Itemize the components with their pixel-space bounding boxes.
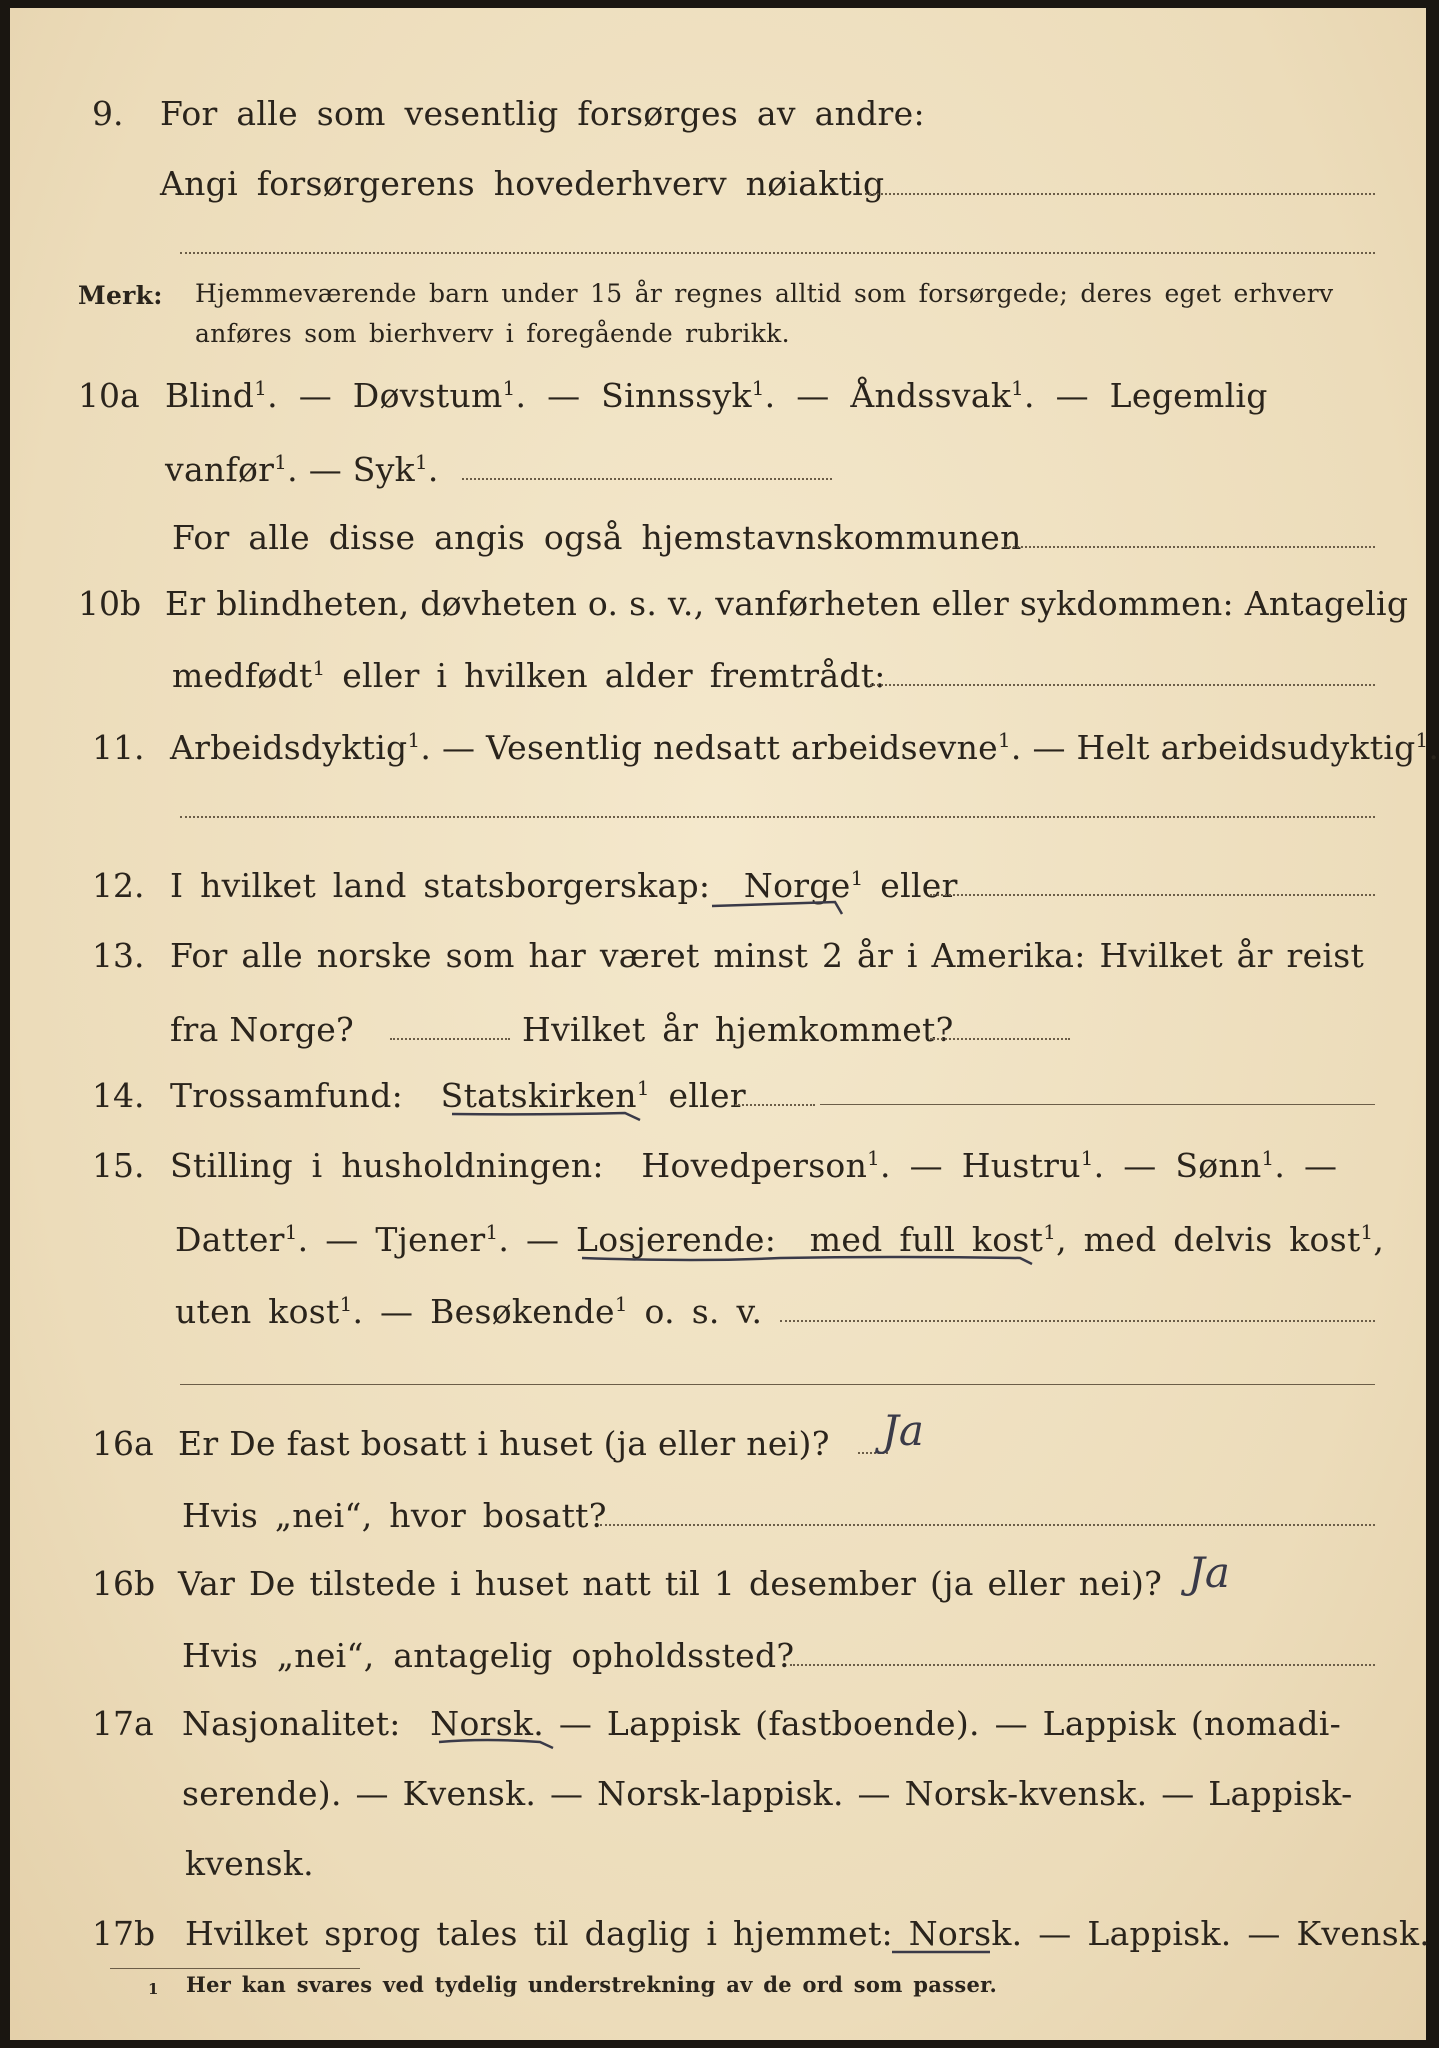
q11-number: 11. xyxy=(92,728,145,767)
q15-handwritten-underline xyxy=(580,1228,1050,1268)
q9-fill-line-2 xyxy=(180,252,1375,254)
merk-label: Merk: xyxy=(78,281,163,310)
q17a-line2: serende). — Kvensk. — Norsk-lappisk. — Norsk-kvensk. — Lappisk- xyxy=(182,1774,1353,1813)
q17b-line: Hvilket sprog tales til daglig i hjemmet: Norsk. — Lappisk. — Kvensk. xyxy=(185,1914,1431,1953)
q14-number: 14. xyxy=(92,1076,145,1115)
q10b-number: 10b xyxy=(78,584,142,623)
q10a-fill-line xyxy=(462,478,832,480)
q11-line: Arbeidsdyktig$^1$. — Vesentlig nedsatt arbeidsevne$^1$. — Helt arbeidsudyktig$^1$. xyxy=(170,728,1439,767)
q9-line2: Angi forsørgerens hovederhverv nøiaktig xyxy=(160,164,885,203)
q14-line: Trossamfund: Statskirken$^1$ eller xyxy=(170,1076,746,1115)
q13-line2a: fra Norge? xyxy=(170,1010,355,1049)
q16a-number: 16a xyxy=(92,1424,154,1463)
q10a-line2: vanfør$^1$. — Syk$^1$. xyxy=(165,450,439,489)
q15-fill-line-2 xyxy=(180,1384,1375,1385)
q16b-line2: Hvis „nei“, antagelig opholdssted? xyxy=(182,1636,795,1675)
q16a-line2: Hvis „nei“, hvor bosatt? xyxy=(182,1496,607,1535)
q12-handwritten-underline xyxy=(710,874,870,914)
q15-number: 15. xyxy=(92,1146,145,1185)
q9-number: 9. xyxy=(92,94,124,133)
q15-line1: Stilling i husholdningen: Hovedperson$^1$. — Hustru$^1$. — Sønn$^1$. — xyxy=(170,1146,1338,1185)
q10a-line3: For alle disse angis også hjemstavnskommunen xyxy=(172,518,1022,557)
q13-fill-line-2 xyxy=(930,1038,1070,1040)
q10b-line1: Er blindheten, døvheten o. s. v., vanførheten eller sykdommen: Antagelig xyxy=(165,584,1409,623)
q13-line2b: Hvilket år hjemkommet? xyxy=(522,1010,954,1049)
q15-line2: Datter$^1$. — Tjener$^1$. — Losjerende: med full kost$^1$, med delvis kost$^1$, xyxy=(175,1220,1385,1259)
q10b-line2: medfødt$^1$ eller i hvilken alder fremtrådt: xyxy=(172,656,886,695)
q14-fill-line-2 xyxy=(820,1104,1375,1105)
census-form-page xyxy=(10,8,1439,2040)
q17a-number: 17a xyxy=(92,1704,154,1743)
q15-line3: uten kost$^1$. — Besøkende$^1$ o. s. v. xyxy=(175,1292,763,1331)
merk-line1: Hjemmeværende barn under 15 år regnes alltid som forsørgede; deres eget erhverv xyxy=(195,279,1334,308)
footnote-rule xyxy=(110,1968,360,1969)
q11-fill-line xyxy=(180,816,1375,818)
q10a-number: 10a xyxy=(78,376,140,415)
q17a-line3: kvensk. xyxy=(185,1844,314,1883)
q17b-handwritten-underline xyxy=(890,1922,1020,1962)
q12-fill-line xyxy=(930,894,1375,896)
q12-number: 12. xyxy=(92,866,145,905)
q10b-fill-line xyxy=(870,684,1375,686)
q17a-line1: Nasjonalitet: Norsk. — Lappisk (fastboende). — Lappisk (nomadi- xyxy=(182,1704,1342,1743)
footnote-marker: 1 xyxy=(148,1980,159,1998)
q10a-fill-line-2 xyxy=(1005,546,1375,548)
q16b-handwritten-answer: Ja xyxy=(1188,1548,1230,1597)
q10a-line1: Blind$^1$. — Døvstum$^1$. — Sinnssyk$^1$. — Åndssvak$^1$. — Legemlig xyxy=(165,376,1268,415)
q16a-line1: Er De fast bosatt i huset (ja eller nei)? xyxy=(178,1424,830,1463)
q17a-handwritten-underline xyxy=(435,1712,575,1752)
merk-line2: anføres som bierhverv i foregående rubrikk. xyxy=(195,319,790,348)
q16a-fill-line-2 xyxy=(600,1524,1375,1526)
q15-fill-line xyxy=(780,1320,1375,1322)
q14-handwritten-underline xyxy=(450,1082,660,1122)
q16b-fill-line xyxy=(790,1664,1375,1666)
q9-line1: For alle som vesentlig forsørges av andre: xyxy=(160,94,925,133)
q9-fill-line xyxy=(865,193,1375,195)
q13-number: 13. xyxy=(92,936,145,975)
q13-line1: For alle norske som har været minst 2 år i Amerika: Hvilket år reist xyxy=(170,936,1365,975)
q16b-number: 16b xyxy=(92,1564,156,1603)
footnote-text: Her kan svares ved tydelig understrekning av de ord som passer. xyxy=(186,1972,998,1997)
q16a-handwritten-answer: Ja xyxy=(882,1406,924,1455)
q16b-line1: Var De tilstede i huset natt til 1 desember (ja eller nei)? xyxy=(178,1564,1163,1603)
q17b-number: 17b xyxy=(92,1914,156,1953)
q12-line: I hvilket land statsborgerskap: Norge$^1$ eller xyxy=(170,866,958,905)
q14-fill-line xyxy=(735,1104,815,1106)
q13-fill-line xyxy=(390,1038,510,1040)
